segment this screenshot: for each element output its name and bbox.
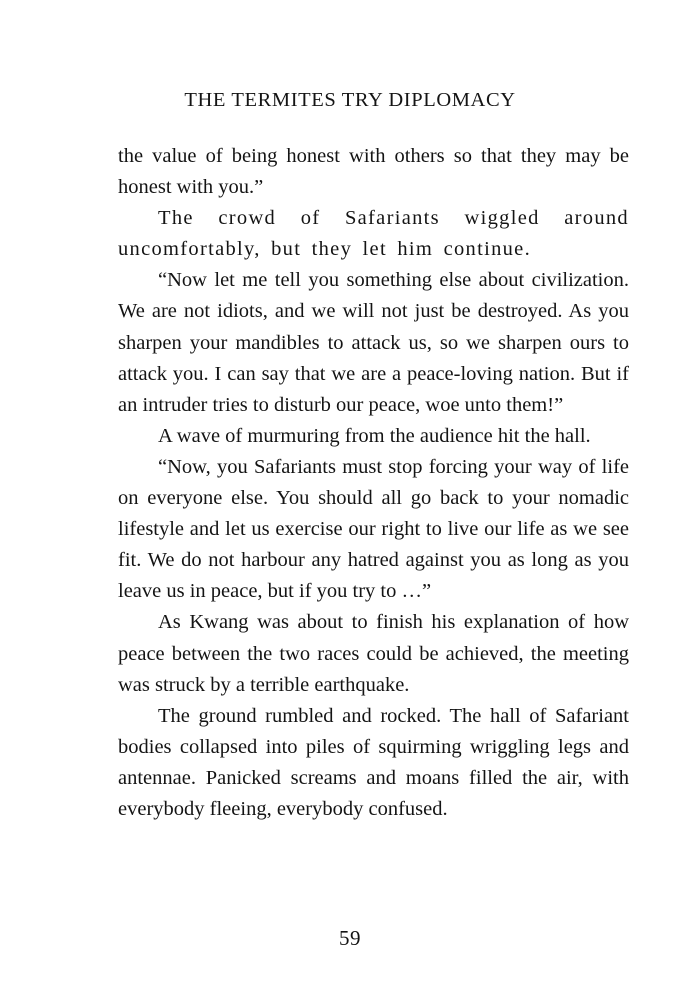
paragraph-continuation: the value of being honest with others so that they may be honest with you.”: [118, 145, 629, 199]
paragraph: “Now, you Safariants must stop forcing your way of life on everyone else. You should all go back to your nomadic lifestyle and let us exercise our right to live our life as we see fit. We do not harbour any hatred against you as long as you leave us in peace, but if you try to …”: [118, 455, 629, 603]
paragraph: As Kwang was about to finish his explanation of how peace between the two races could be achieved, the meeting was struck by a terrible earthquake.: [118, 611, 629, 696]
paragraph: “Now let me tell you something else about civilization. We are not idiots, and we will not just be destroyed. As you sharpen your mandibles to attack us, so we sharpen ours to attack you. I can say that we are a peace-loving nation. But if an intruder tries to disturb our peace, woe unto them!”: [118, 269, 629, 416]
paragraph: The crowd of Safariants wiggled around uncomfortably, but they let him continue.: [118, 207, 629, 261]
running-head: THE TERMITES TRY DIPLOMACY: [184, 89, 516, 111]
paragraph: The ground rumbled and rocked. The hall of Safariant bodies collapsed into piles of squirming wriggling legs and antennae. Panicked screams and moans filled the air, with everybody fleeing, everybody confused.: [118, 704, 629, 820]
body-text: [118, 141, 629, 825]
paragraph: A wave of murmuring from the audience hit the hall.: [158, 424, 591, 447]
page-number: 59: [339, 926, 361, 950]
